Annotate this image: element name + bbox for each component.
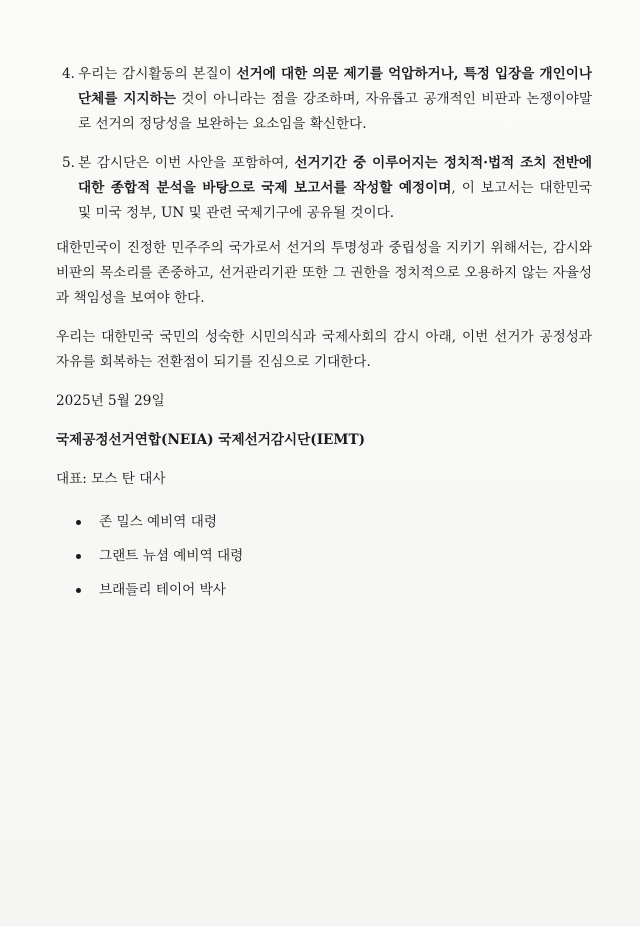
- item-text: [78, 151, 592, 226]
- list-item: [76, 510, 592, 535]
- document-date: 2025년 5월 29일: [56, 393, 165, 409]
- list-item: [76, 544, 592, 569]
- bullet-icon: [76, 554, 81, 559]
- numbered-item-4: [56, 62, 592, 137]
- list-item: [76, 578, 592, 603]
- organization-name: 국제공정선거연합(NEIA) 국제선거감시단(IEMT): [56, 432, 366, 448]
- item-number: 5.: [62, 155, 75, 171]
- item-text-part: 것이 아니라는 점을 강조하며, 자유롭고 공개적인 비판과 논쟁이야말로 선거의 정당성을 보완하는 요소임을 확신한다.: [78, 91, 592, 132]
- item-text-bold: 선거기간 중 이루어지는 정치적·법적 조치 전반에 대한 종합적 분석을 바탕으로 국제 보고서를 작성할 예정이며: [78, 155, 592, 196]
- numbered-item-5: [56, 151, 592, 226]
- item-text-bold: 선거에 대한 의문 제기를 억압하거나, 특정 입장을 개인이나 단체를 지지하는: [78, 66, 592, 107]
- paragraph: 우리는 대한민국 국민의 성숙한 시민의식과 국제사회의 감시 아래, 이번 선거가 공정성과 자유를 회복하는 전환점이 되기를 진심으로 기대한다.: [56, 329, 592, 370]
- item-text-part: , 이 보고서는 대한민국 및 미국 정부, UN 및 관련 국제기구에 공유될 것이다.: [78, 180, 593, 221]
- member-name: 존 밀스 예비역 대령: [99, 514, 218, 530]
- document-body: [56, 62, 592, 612]
- member-name: 브래들리 테이어 박사: [99, 582, 226, 598]
- bullet-icon: [76, 588, 81, 593]
- member-name: 그랜트 뉴셤 예비역 대령: [99, 548, 244, 564]
- item-text-part: 본 감시단은 이번 사안을 포함하여,: [78, 155, 295, 171]
- item-text-part: 우리는 감시활동의 본질이: [78, 66, 237, 82]
- bullet-icon: [76, 520, 81, 525]
- item-text: [78, 62, 592, 137]
- member-list: [56, 510, 592, 603]
- paragraph: 대한민국이 진정한 민주주의 국가로서 선거의 투명성과 중립성을 지키기 위해서는, 감시와 비판의 목소리를 존중하고, 선거관리기관 또한 그 권한을 정치적으로 오용하지 않는 자율성과 책임성을 보여야 한다.: [56, 240, 592, 306]
- item-number: 4.: [62, 66, 75, 82]
- representative-line: 대표: 모스 탄 대사: [56, 471, 166, 487]
